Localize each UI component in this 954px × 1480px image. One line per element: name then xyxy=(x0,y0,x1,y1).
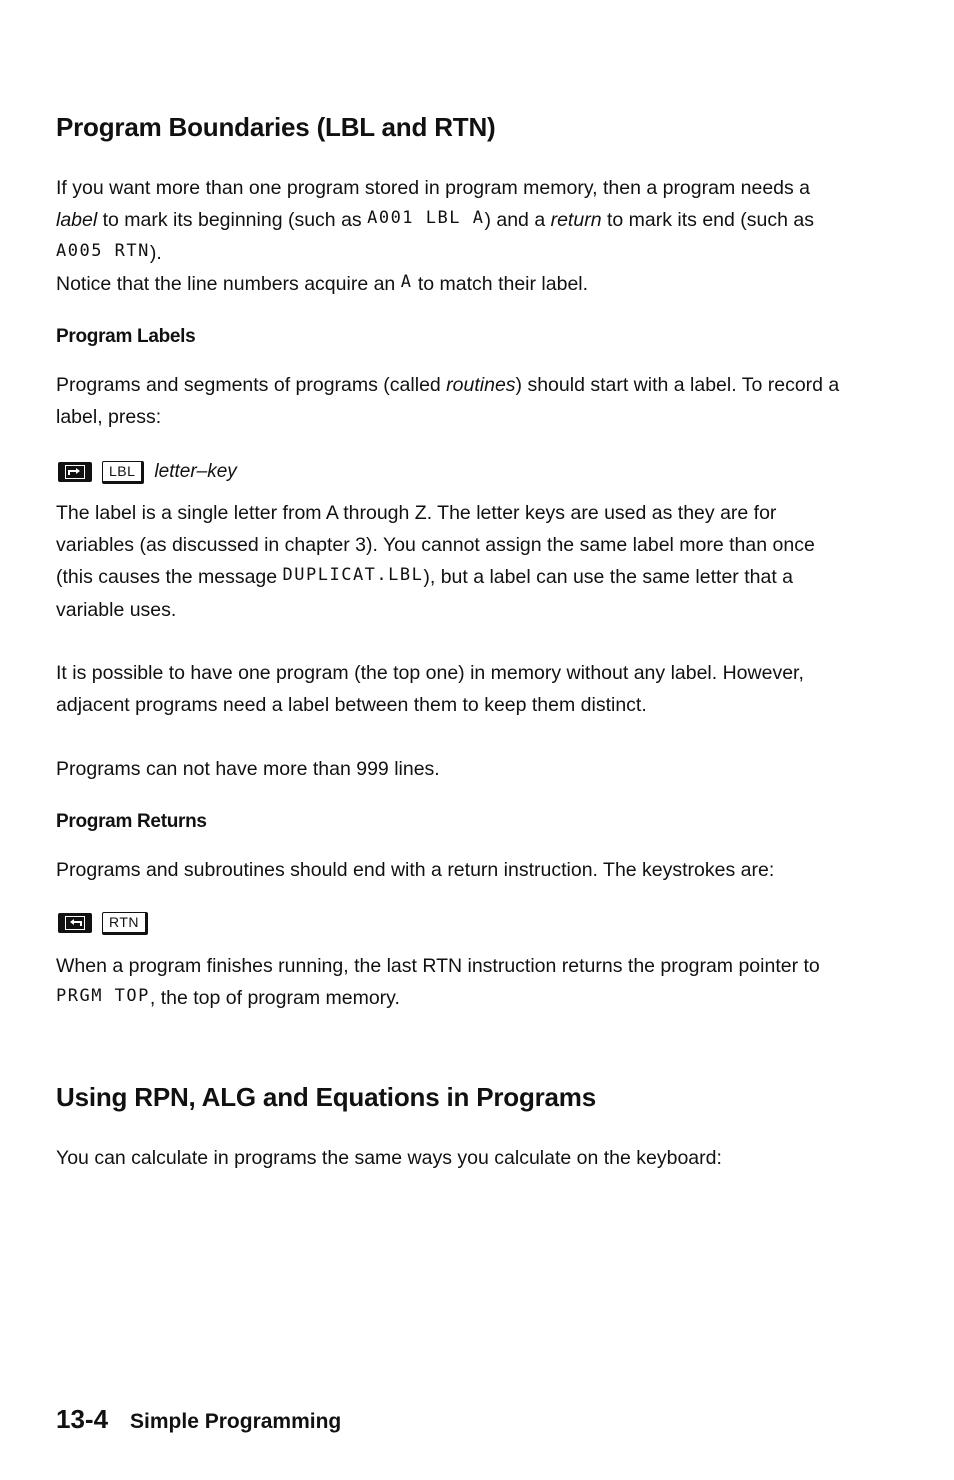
text: Notice that the line numbers acquire an xyxy=(56,273,401,295)
page-number: 13-4 xyxy=(56,1404,109,1434)
text: , the top of program memory. xyxy=(149,987,400,1009)
paragraph-adjacent-programs: It is possible to have one program (the top one) in memory without any label. However, adjacent programs need a label between them to keep them distinct. xyxy=(56,662,804,716)
subheading-program-returns: Program Returns xyxy=(56,811,207,832)
section-heading-program-boundaries: Program Boundaries (LBL and RTN) xyxy=(56,112,496,142)
text: to mark its end (such as xyxy=(601,209,814,231)
paragraph-labels-intro xyxy=(56,369,856,433)
text: to mark its beginning (such as xyxy=(97,209,368,231)
page-footer xyxy=(56,1404,341,1435)
text: ) should start with a label. To record a label, press: xyxy=(56,374,840,428)
text: ), but a label can use the same letter that a variable uses. xyxy=(56,566,793,621)
text: The label is a single letter from A through Z. The letter keys are used as they are for variables (as discussed in chapter 3). You cannot assign the same label more than once (this causes the message xyxy=(56,502,815,588)
chapter-title: Simple Programming xyxy=(130,1410,342,1433)
subheading-program-labels: Program Labels xyxy=(56,326,196,347)
paragraph-boundaries-intro xyxy=(56,172,856,270)
emphasis-return: return xyxy=(550,209,602,231)
left-shift-key-icon xyxy=(58,913,92,933)
lcd-text-duplicat-lbl: DUPLICAT.LBL xyxy=(282,565,424,585)
text: to match their label. xyxy=(412,273,589,295)
lcd-text-a005-rtn: A005 RTN xyxy=(56,241,150,261)
text: When a program finishes running, the last RTN instruction returns the program pointer to xyxy=(56,955,820,977)
paragraph-line-numbers xyxy=(56,268,856,301)
lcd-text-prgm-top: PRGM TOP xyxy=(56,986,150,1006)
text: If you want more than one program stored in program memory, then a program needs a xyxy=(56,177,811,199)
keystroke-sequence-return xyxy=(58,909,148,937)
paragraph-label-rules xyxy=(56,497,856,626)
lbl-key: LBL xyxy=(102,461,144,484)
right-shift-key-icon xyxy=(58,462,92,482)
letter-key-text: letter–key xyxy=(154,461,237,482)
lcd-text-a: A xyxy=(400,272,413,292)
paragraph-returns-intro: Programs and subroutines should end with a return instruction. The keystrokes are: xyxy=(56,859,775,881)
keystroke-sequence-label xyxy=(58,458,237,486)
rtn-key: RTN xyxy=(102,912,148,935)
emphasis-label: label xyxy=(56,209,98,231)
lcd-text-a001-lbl-a: A001 LBL A xyxy=(367,208,485,228)
section-heading-rpn-alg-equations: Using RPN, ALG and Equations in Programs xyxy=(56,1082,596,1112)
text: ). xyxy=(149,242,162,264)
text: Programs and segments of programs (called xyxy=(56,374,447,396)
paragraph-max-lines: Programs can not have more than 999 lines. xyxy=(56,758,440,780)
paragraph-return-behavior xyxy=(56,950,856,1015)
paragraph-calculate-in-programs: You can calculate in programs the same ways you calculate on the keyboard: xyxy=(56,1147,722,1169)
emphasis-routines: routines xyxy=(446,374,516,396)
text: ) and a xyxy=(484,209,551,231)
